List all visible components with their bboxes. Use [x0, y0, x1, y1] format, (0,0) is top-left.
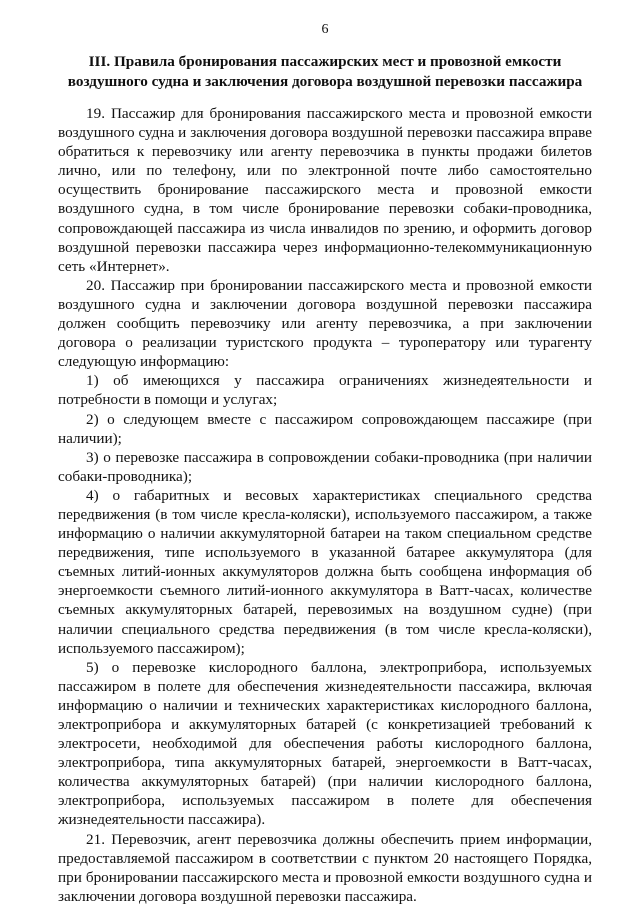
list-item-4: 4) о габаритных и весовых характеристиках специального средства передвижения (в том числе кресла-коляски), используемого пассажиром, а также информацию о наличии аккумуляторной батареи на таком специальном средстве передвижения, типе используемого в указанной батарее аккумулятора (для съемных литий-ионных аккумуляторов должна быть сообщена информация об энергоемкости съемного литий-ионного аккумулятора в Ватт-часах, количестве съемных аккумуляторных батарей, перевозимых на воздушном судне) (при наличии специального средства передвижения (в том числе кресла-коляски), используемого пассажиром);	[58, 486, 592, 657]
section-title: III. Правила бронирования пассажирских мест и провозной емкости воздушного судна и заключения договора воздушной перевозки пассажира	[67, 53, 583, 90]
paragraph-21: 21. Перевозчик, агент перевозчика должны обеспечить прием информации, предоставляемой пассажиром в соответствии с пунктом 20 настоящего Порядка, при бронировании пассажирского места и провозной емкости воздушного судна и заключении договора воздушной перевозки пассажира.	[58, 830, 592, 905]
paragraph-20: 20. Пассажир при бронировании пассажирского места и провозной емкости воздушного судна и заключении договора воздушной перевозки пассажира должен сообщить перевозчику или агенту перевозчика, а при заключении договора о реализации туристского продукта – туроператору или турагенту следующую информацию:	[58, 276, 592, 371]
list-item-5: 5) о перевозке кислородного баллона, электроприбора, используемых пассажиром в полете для обеспечения жизнедеятельности пассажира, включая информацию о наличии и технических характеристиках кислородного баллона, электроприбора и аккумуляторных батарей (с конкретизацией требований к электросети, необходимой для обеспечения работы кислородного баллона, электроприбора, типа аккумуляторных батарей, энергоемкости в Ватт-часах, количества аккумуляторных батарей) (при наличии кислородного баллона, электроприбора, используемых пассажиром в полете для обеспечения жизнедеятельности пассажира).	[58, 658, 592, 829]
page-number: 6	[321, 22, 329, 37]
list-item-3: 3) о перевозке пассажира в сопровождении собаки-проводника (при наличии собаки-проводника);	[58, 448, 592, 485]
list-item-2: 2) о следующем вместе с пассажиром сопровождающем пассажире (при наличии);	[58, 410, 592, 447]
list-item-1: 1) об имеющихся у пассажира ограничениях жизнедеятельности и потребности в помощи и услугах;	[58, 372, 592, 409]
paragraph-19: 19. Пассажир для бронирования пассажирского места и провозной емкости воздушного судна и заключения договора воздушной перевозки пассажира вправе обратиться к перевозчику или агенту перевозчика в пункты продажи билетов лично, или по телефону, или по электронной почте либо самостоятельно осуществить бронирование пассажирского места и провозной емкости воздушного судна, в том числе бронирование перевозки собаки-проводника, сопровождающей пассажира из числа инвалидов по зрению, и оформить договор воздушной перевозки пассажира через информационно-телекоммуникационную сеть «Интернет».	[58, 105, 592, 275]
